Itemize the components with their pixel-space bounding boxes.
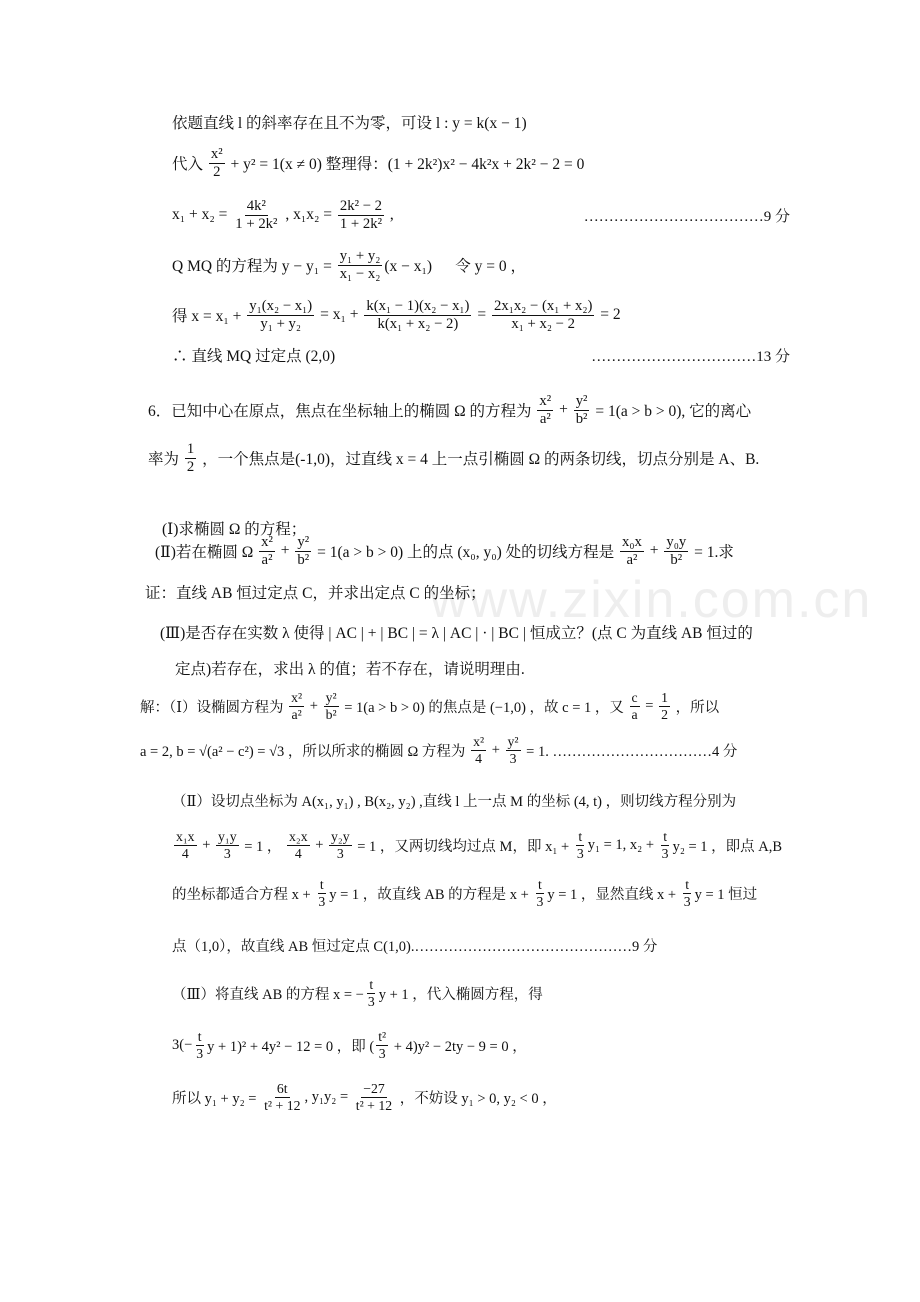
fraction	[354, 1081, 394, 1114]
text-run: Q MQ 的方程为 y − y₁ =	[172, 258, 336, 275]
text-run: y = 1 ，故直线 AB 的方程是 x +	[329, 886, 533, 903]
fraction-denominator: 3	[378, 1045, 386, 1061]
text-run: y + 1 ，代入椭圆方程，得	[378, 986, 543, 1003]
text-run: y + 1)² + 4y² − 12 = 0 ，即 (	[207, 1038, 375, 1055]
fraction	[174, 829, 197, 862]
fraction-numerator: 4k²	[246, 197, 266, 214]
watermark: www.zixin.com.cn	[430, 571, 873, 629]
fraction-numerator: x₂x	[289, 828, 308, 844]
text-line	[172, 241, 526, 289]
fraction	[287, 829, 310, 862]
fraction-denominator: 2	[186, 458, 195, 475]
text-run: + 4)y² − 2ty − 9 = 0 ，	[390, 1038, 527, 1055]
text-run: +	[311, 836, 328, 853]
fraction-denominator: 3	[576, 845, 584, 861]
fraction-numerator: t	[663, 828, 668, 844]
fraction-numerator: t	[197, 1028, 202, 1044]
fraction-denominator: 2	[213, 163, 221, 180]
fraction-numerator: k(x₁ − 1)(x₂ − x₁)	[366, 297, 470, 314]
text-line	[148, 386, 751, 434]
text-run: 依题直线 l 的斜率存在且不为零，可设 l : y = k(x − 1)	[172, 115, 527, 132]
text-run: = 1. ……………………………4 分	[522, 743, 738, 760]
fraction	[259, 534, 275, 569]
fraction-denominator: b²	[575, 410, 588, 427]
fraction-denominator: 4	[294, 845, 302, 861]
fraction	[364, 298, 471, 333]
text-run: = 1 ，	[240, 838, 286, 855]
fraction-numerator: y²	[507, 733, 519, 749]
fraction	[659, 690, 670, 723]
fraction	[660, 829, 671, 862]
fraction-numerator: c	[631, 689, 638, 705]
fraction	[262, 1081, 302, 1114]
text-line	[172, 969, 543, 1017]
text-line	[148, 434, 759, 482]
text-run: (Ⅱ)若在椭圆 Ω	[155, 544, 258, 561]
text-run: +	[488, 741, 504, 758]
text-run: +	[276, 542, 294, 559]
text-run: (x − x₁) 令 y = 0 ，	[384, 258, 527, 275]
text-run: +	[645, 542, 663, 559]
text-run: = 1(a > b > 0) 上的点 (x₀, y₀) 处的切线方程是	[313, 544, 619, 561]
text-run: ，一个焦点是(-1,0)，过直线 x = 4 上一点引椭圆 Ω 的两条切线，切点分别是 A、B.	[198, 451, 760, 468]
text-line	[172, 331, 335, 379]
fraction-numerator: y²	[325, 689, 337, 705]
fraction-denominator: 3	[223, 845, 231, 861]
fraction-numerator: t	[369, 976, 374, 992]
fraction	[492, 298, 594, 333]
fraction-denominator: a²	[291, 706, 302, 722]
text-run: （Ⅲ）将直线 AB 的方程 x = −	[172, 986, 364, 1003]
fraction-denominator: b²	[670, 551, 683, 568]
text-run: y = 1 恒过	[694, 886, 758, 903]
fraction-denominator: 1 + 2k²	[235, 215, 278, 232]
fraction-numerator: −27	[363, 1080, 385, 1096]
fraction-numerator: t	[319, 876, 324, 892]
fraction-numerator: x²	[473, 733, 485, 749]
fraction	[682, 877, 693, 910]
text-run: , y₁y₂ =	[304, 1088, 352, 1105]
fraction-numerator: t	[537, 876, 542, 892]
fraction-denominator: t² + 12	[264, 1097, 301, 1113]
fraction	[471, 734, 486, 767]
fraction	[630, 690, 640, 723]
text-line	[172, 1073, 557, 1121]
fraction-numerator: y₁(x₂ − x₁)	[249, 297, 313, 314]
text-run: =	[473, 306, 490, 323]
fraction-denominator: k(x₁ + x₂ − 2)	[377, 315, 459, 332]
fraction-numerator: x²	[261, 533, 273, 550]
fraction-denominator: 2	[661, 706, 668, 722]
fraction-denominator: t² + 12	[355, 1097, 393, 1113]
fraction	[329, 829, 352, 862]
fraction	[209, 146, 225, 181]
text-run: 点（1,0），故直线 AB 恒过定点 C(1,0).………………………………………9 分	[172, 938, 658, 955]
fraction	[216, 829, 239, 862]
fraction-denominator: 3	[536, 893, 544, 909]
fraction-denominator: 1 + 2k²	[339, 215, 383, 232]
fraction-denominator: a²	[261, 551, 273, 568]
fraction-denominator: 3	[336, 845, 344, 861]
text-run: (Ⅰ)求椭圆 Ω 的方程；	[162, 521, 307, 538]
text-line	[140, 726, 737, 774]
fraction-denominator: b²	[325, 706, 337, 722]
fraction-denominator: 3	[367, 993, 375, 1009]
fraction-denominator: 3	[683, 893, 691, 909]
fraction-denominator: 3	[196, 1045, 204, 1061]
text-line	[172, 191, 394, 239]
fraction	[233, 198, 279, 233]
fraction-numerator: t²	[378, 1028, 387, 1044]
fraction	[664, 534, 688, 569]
text-run: 3(−	[172, 1036, 193, 1053]
fraction-denominator: b²	[297, 551, 310, 568]
fraction	[324, 690, 339, 723]
text-line	[172, 869, 757, 917]
fraction-numerator: x²	[539, 392, 552, 409]
fraction-numerator: y₁ + y₂	[339, 247, 381, 264]
fraction-denominator: a²	[539, 410, 551, 427]
fraction	[366, 977, 377, 1010]
fraction-numerator: y²	[575, 392, 588, 409]
text-run: ，不妨设 y₁ > 0, y₂ < 0 ，	[396, 1090, 557, 1107]
text-run: 定点)若存在，求出 λ 的值；若不存在，请说明理由.	[175, 661, 525, 678]
fraction	[506, 734, 521, 767]
fraction	[620, 534, 644, 569]
text-run: 6．已知中心在原点，焦点在坐标轴上的椭圆 Ω 的方程为	[148, 403, 536, 420]
fraction-denominator: a	[631, 706, 638, 722]
fraction	[338, 198, 384, 233]
fraction-numerator: y₂y	[331, 828, 350, 844]
text-run: = 1(a > b > 0) 的焦点是 (−1,0) ，故 c = 1 ，又	[340, 699, 628, 716]
fraction	[575, 829, 586, 862]
text-run: 的坐标都适合方程 x +	[172, 886, 315, 903]
fraction-numerator: y²	[297, 533, 310, 550]
text-run: = 1(a > b > 0), 它的离心	[591, 403, 752, 420]
fraction	[185, 441, 196, 476]
fraction-numerator: y₁y	[218, 828, 237, 844]
fraction-numerator: t	[685, 876, 690, 892]
fraction-denominator: 3	[661, 845, 669, 861]
text-run: 率为	[148, 451, 183, 468]
fraction	[537, 393, 553, 428]
text-run: +	[198, 836, 215, 853]
fraction-numerator: 2k² − 2	[339, 197, 383, 214]
fraction-denominator: 4	[475, 750, 483, 766]
fraction	[338, 248, 383, 283]
fraction-numerator: 1	[661, 689, 668, 705]
fraction-denominator: 3	[318, 893, 326, 909]
text-run: = 1 ，又两切线均过点 M，即 x₁ +	[353, 838, 573, 855]
fraction	[194, 1029, 205, 1062]
score-marker: ………………………………9 分	[583, 209, 790, 225]
text-line	[172, 139, 584, 187]
text-run: x₁ + x₂ =	[172, 206, 232, 223]
text-run: ，所以	[671, 699, 720, 716]
fraction	[574, 393, 590, 428]
text-run: ,	[386, 206, 394, 223]
fraction-denominator: 4	[181, 845, 189, 861]
fraction	[247, 298, 314, 333]
text-run: 得 x = x₁ +	[172, 308, 246, 325]
fraction-denominator: a²	[626, 551, 638, 568]
text-line	[172, 776, 736, 824]
text-run: +	[555, 401, 572, 418]
fraction-numerator: y₀y	[666, 533, 687, 550]
text-run: 代入	[172, 156, 207, 173]
fraction-numerator: x²	[210, 145, 223, 162]
text-run: + y² = 1(x ≠ 0) 整理得：(1 + 2k²)x² − 4k²x + 2k² − 2 = 0	[226, 156, 585, 173]
fraction	[316, 877, 327, 910]
fraction-denominator: 3	[509, 750, 517, 766]
text-run: 所以 y₁ + y₂ =	[172, 1090, 261, 1107]
text-run: = 2	[596, 306, 621, 323]
fraction-numerator: 1	[186, 440, 195, 457]
fraction-denominator: y₁ + y₂	[260, 315, 302, 332]
text-run: y₂ = 1 ，即点 A,B	[672, 838, 783, 855]
fraction	[376, 1029, 388, 1062]
fraction-numerator: 6t	[276, 1080, 288, 1096]
text-line	[172, 821, 782, 869]
text-run: , x₁x₂ =	[281, 206, 336, 223]
fraction	[289, 690, 304, 723]
text-run: （Ⅱ）设切点坐标为 A(x₁, y₁) , B(x₂, y₂) ,直线 l 上一点 M 的坐标 (4, t) ，则切线方程分别为	[172, 793, 737, 810]
fraction-denominator: x₁ − x₂	[339, 265, 381, 282]
text-run: y = 1 ，显然直线 x +	[547, 886, 680, 903]
fraction-numerator: t	[578, 828, 583, 844]
text-line	[172, 1021, 527, 1069]
text-line	[172, 921, 657, 969]
text-run: (Ⅲ)是否存在实数 λ 使得 | AC | + | BC | = λ | AC | · | BC | 恒成立？(点 C 为直线 AB 恒过的	[160, 625, 753, 642]
text-run: =	[641, 697, 658, 714]
text-run: 解：（Ⅰ）设椭圆方程为	[140, 699, 288, 716]
text-run: 证：直线 AB 恒过定点 C，并求出定点 C 的坐标；	[145, 585, 486, 602]
text-run: = x₁ +	[316, 306, 363, 323]
fraction-numerator: x²	[291, 689, 303, 705]
text-run: +	[306, 697, 322, 714]
fraction-numerator: x₀x	[622, 533, 642, 550]
text-run: y₁ = 1, x₂ +	[587, 836, 658, 853]
text-run: a = 2, b = √(a² − c²) = √3 ，所以所求的椭圆 Ω 方程为	[140, 743, 470, 760]
text-line	[140, 682, 719, 730]
fraction-denominator: x₁ + x₂ − 2	[511, 315, 576, 332]
fraction-numerator: 2x₁x₂ − (x₁ + x₂)	[493, 297, 593, 314]
fraction	[534, 877, 545, 910]
fraction	[295, 534, 311, 569]
fraction-numerator: x₁x	[176, 828, 195, 844]
text-run: = 1.求	[690, 544, 734, 561]
score-marker: ……………………………13 分	[591, 349, 790, 365]
text-run: ∴ 直线 MQ 过定点 (2,0)	[172, 348, 336, 365]
